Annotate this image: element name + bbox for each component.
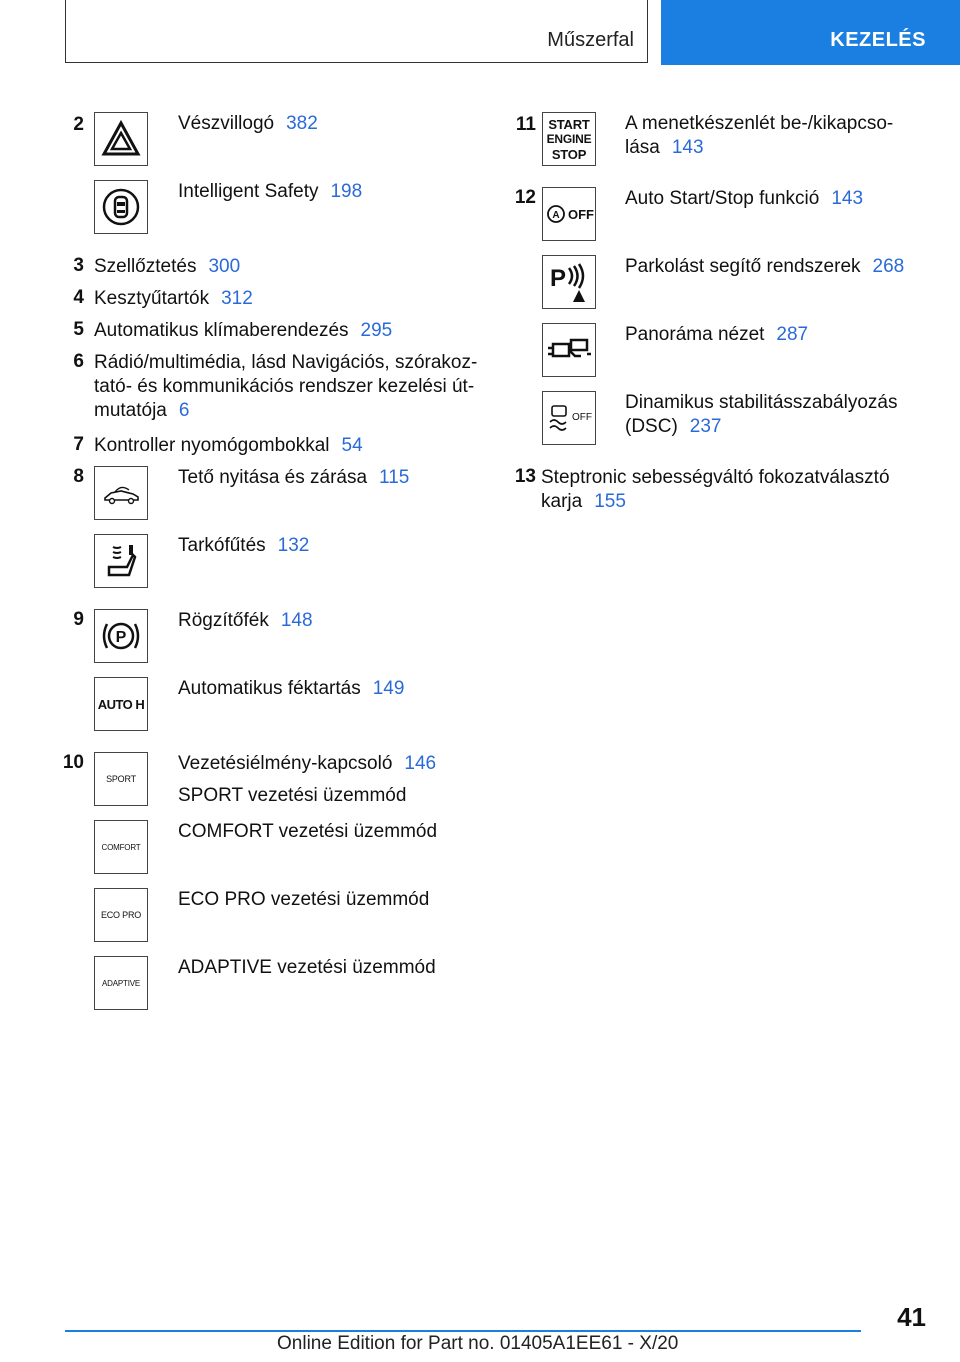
hazard-icon [94,112,148,166]
page-link[interactable]: 237 [689,416,722,437]
list-item: Automatikus klímaberendezés 295 [94,320,393,341]
section-title: Műszerfal [547,29,634,51]
comfort-mode-icon: COMFORT [94,820,148,874]
list-item: Parkolást segítő rendszerek 268 [625,256,905,277]
page-link[interactable]: 268 [872,256,905,277]
chapter-title: KEZELÉS [830,29,926,51]
list-item: Steptronic sebességváltó fokozatválasztó karja 155 [541,467,890,512]
page-link[interactable]: 287 [776,324,809,345]
parking-assistant-icon [542,255,596,309]
svg-text:P: P [550,265,567,292]
svg-text:OFF: OFF [568,207,594,222]
auto-start-stop-off-icon [542,187,596,241]
dsc-off-icon [542,391,596,445]
page-link[interactable]: 149 [372,678,405,699]
item-number: 10 [62,752,84,773]
page-link[interactable]: 155 [594,491,626,512]
item-number: 11 [515,114,536,135]
page-link[interactable]: 143 [671,137,704,158]
item-number: 3 [73,255,84,276]
page-link[interactable]: 382 [286,113,318,134]
list-item: A menetkészenlét be-/kikapcso‐ lása 143 [625,113,894,158]
list-item: ECO PRO vezetési üzemmód [178,889,430,910]
page-link[interactable]: 300 [208,256,241,277]
svg-text:P: P [115,629,127,646]
item-number: 7 [73,434,84,455]
page-link[interactable]: 54 [341,435,363,456]
list-item: Dinamikus stabilitásszabályozás (DSC) 237 [625,392,898,437]
header-chapter-tab[interactable] [661,0,960,65]
convertible-roof-icon [94,466,148,520]
item-number: 9 [73,609,84,630]
eco-pro-mode-icon: ECO PRO [94,888,148,942]
list-item: Tető nyitása és zárása 115 [178,467,410,488]
page-link[interactable]: 198 [330,181,363,202]
list-item: Vezetésiélmény-kapcsoló 146 SPORT vezetési üzemmód [178,753,437,806]
page-link[interactable]: 312 [221,288,253,309]
item-number: 2 [73,114,84,135]
page-link[interactable]: 146 [404,753,437,774]
svg-text:OFF: OFF [572,412,592,423]
list-item: Vészvillogó 382 [178,113,318,134]
auto-hold-icon: AUTO H [94,677,148,731]
item-number: 4 [73,287,84,308]
sport-mode-icon: SPORT [94,752,148,806]
page-link[interactable]: 6 [178,400,190,421]
item-number: 13 [514,466,536,487]
list-item: Automatikus féktartás 149 [178,678,405,699]
item-number: 8 [73,466,84,487]
page-number: 41 [897,1302,926,1332]
list-item: Tarkófűtés 132 [178,535,310,556]
panorama-view-icon [542,323,596,377]
list-item: Intelligent Safety 198 [178,181,363,202]
list-item: COMFORT vezetési üzemmód [178,821,438,842]
list-item: Auto Start/Stop funkció 143 [625,188,864,209]
intelligent-safety-icon [94,180,148,234]
parking-brake-icon [94,609,148,663]
footer-edition: Online Edition for Part no. 01405A1EE61 - X/20 [277,1333,679,1354]
list-item: Szellőztetés 300 [94,256,241,277]
page-link[interactable]: 295 [360,320,393,341]
list-item: Panoráma nézet 287 [625,324,809,345]
item-number: 12 [514,187,536,208]
footer-divider [65,1330,861,1332]
item-number: 5 [73,319,84,340]
item-number: 6 [73,351,84,372]
list-item: Rögzítőfék 148 [178,610,313,631]
list-item: Rádió/multimédia, lásd Navigációs, szórakoz‐ tató- és kommunikációs rendszer kezelési út‐ mutatója 6 [94,352,478,421]
list-item: Kontroller nyomógombokkal 54 [94,435,363,456]
list-item: Kesztyűtartók 312 [94,288,253,309]
list-item: ADAPTIVE vezetési üzemmód [178,957,436,978]
page-link[interactable]: 143 [831,188,864,209]
page-link[interactable]: 132 [277,535,310,556]
neck-heating-icon [94,534,148,588]
start-stop-engine-icon: START ENGINE STOP [542,112,596,166]
svg-text:A: A [552,210,560,221]
page-link[interactable]: 115 [379,467,410,488]
header-section-box [65,0,648,63]
page-link[interactable]: 148 [280,610,313,631]
adaptive-mode-icon: ADAPTIVE [94,956,148,1010]
